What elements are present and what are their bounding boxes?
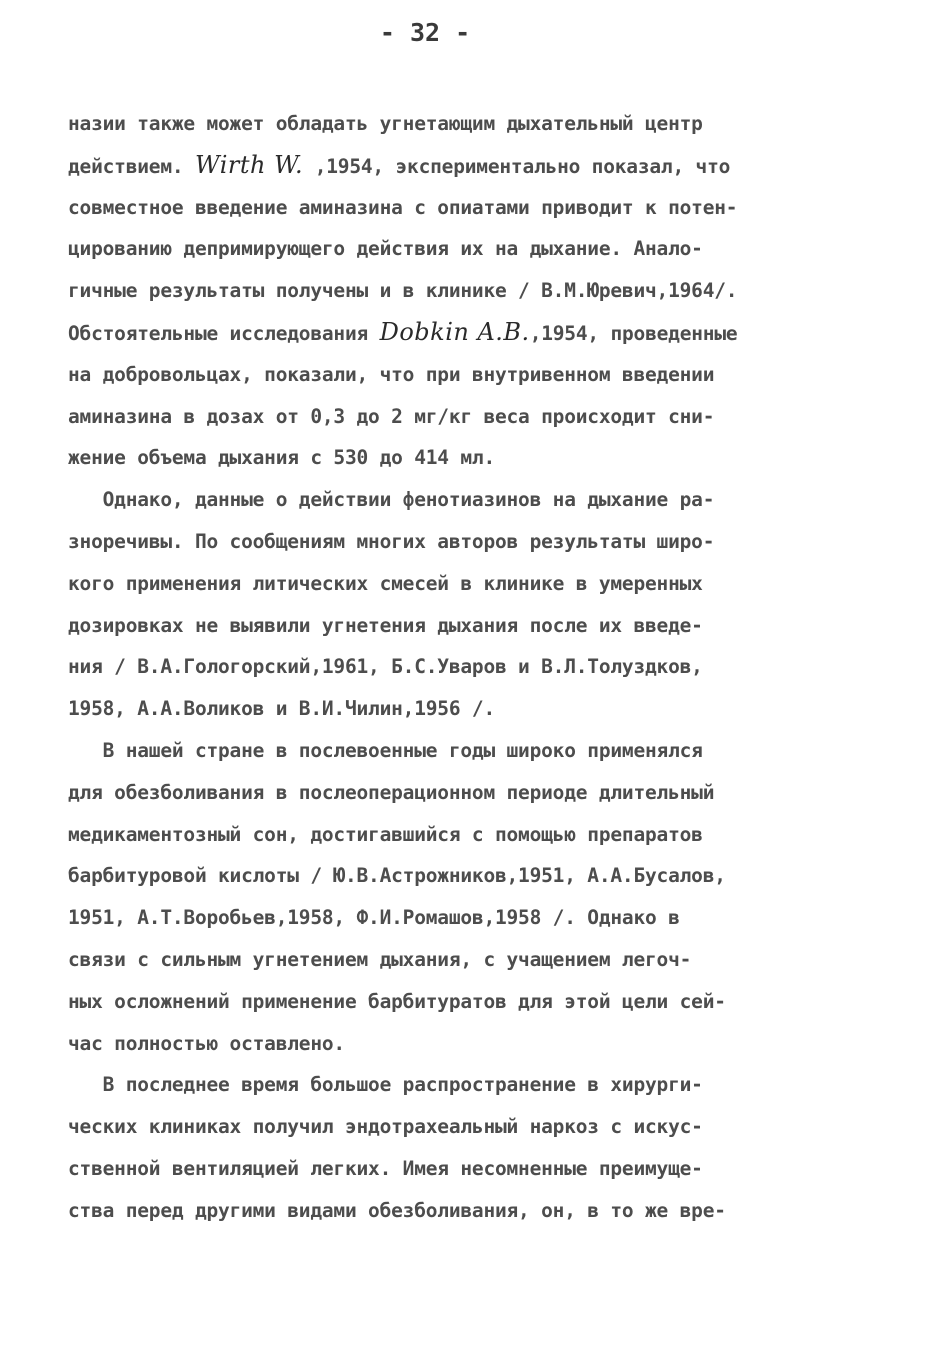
line-text: ния / В.А.Гологорский,1961, Б.С.Уваров и В.Л.Толуздков, — [68, 655, 703, 679]
page-number: - 32 - — [379, 18, 471, 47]
line-text: В последнее время большое распространение в хирурги- — [68, 1073, 703, 1097]
line-text-continued: ,1954, экспериментально показал, что — [303, 154, 731, 178]
line-text: ственной вентиляцией легких. Имея несомненные преимуще- — [68, 1156, 703, 1180]
line-text-continued: ,1954, проведенные — [529, 321, 738, 345]
line-text: кого применения литических смесей в клинике в умеренных — [68, 571, 703, 595]
text-line — [68, 646, 878, 688]
text-line — [68, 228, 878, 270]
line-text: час полностью оставлено. — [68, 1031, 345, 1055]
line-text: на добровольцах, показали, что при внутривенном введении — [68, 362, 715, 386]
line-text: В нашей стране в послевоенные годы широко применялся — [68, 738, 703, 762]
line-text: медикаментозный сон, достигавшийся с помощью препаратов — [68, 822, 703, 846]
handwritten-citation: Wirth W. — [194, 150, 304, 179]
text-line — [68, 312, 878, 354]
body-text — [68, 103, 878, 1232]
line-text: совместное введение аминазина с опиатами приводит к потен- — [68, 195, 738, 219]
text-line — [68, 814, 878, 856]
text-line — [68, 605, 878, 647]
text-line — [68, 688, 878, 730]
line-text: ства перед другими видами обезболивания, он, в то же вре- — [68, 1198, 726, 1222]
text-line — [68, 730, 878, 772]
line-text: ных осложнений применение барбитуратов для этой цели сей- — [68, 989, 726, 1013]
line-text: ческих клиниках получил эндотрахеальный наркоз с искус- — [68, 1115, 703, 1139]
text-line — [68, 354, 878, 396]
handwritten-citation: Dobkin A.B. — [379, 317, 530, 346]
text-line — [68, 145, 878, 187]
text-line — [68, 1190, 878, 1232]
text-line — [68, 981, 878, 1023]
line-text: 1958, А.А.Воликов и В.И.Чилин,1956 /. — [68, 697, 495, 721]
line-text: дозировках не выявили угнетения дыхания после их введе- — [68, 613, 703, 637]
text-line — [68, 479, 878, 521]
text-line — [68, 855, 878, 897]
text-line — [68, 772, 878, 814]
text-line — [68, 1023, 878, 1065]
line-text: Обстоятельные исследования — [68, 321, 380, 345]
line-text: цированию депримирующего действия их на дыхание. Анало- — [68, 237, 703, 261]
text-line — [68, 563, 878, 605]
line-text: связи с сильным угнетением дыхания, с учащением легоч- — [68, 947, 692, 971]
line-text: гичные результаты получены и в клинике / В.М.Юревич,1964/. — [68, 279, 738, 303]
line-text: зноречивы. По сообщениям многих авторов результаты широ- — [68, 529, 715, 553]
text-line — [68, 897, 878, 939]
line-text: для обезболивания в послеоперационном периоде длительный — [68, 780, 715, 804]
text-line — [68, 437, 878, 479]
line-text: Однако, данные о действии фенотиазинов на дыхание ра- — [68, 488, 715, 512]
text-line — [68, 1106, 878, 1148]
text-line — [68, 396, 878, 438]
line-text: аминазина в дозах от 0,3 до 2 мг/кг веса происходит сни- — [68, 404, 715, 428]
text-line — [68, 939, 878, 981]
line-text: действием. — [68, 154, 195, 178]
line-text: жение объема дыхания с 530 до 414 мл. — [68, 446, 495, 470]
line-text: 1951, А.Т.Воробьев,1958, Ф.И.Ромашов,1958 /. Однако в — [68, 906, 680, 930]
text-line — [68, 1064, 878, 1106]
line-text: назии также может обладать угнетающим дыхательный центр — [68, 112, 703, 135]
text-line — [68, 187, 878, 229]
text-line — [68, 103, 878, 145]
line-text: барбитуровой кислоты / Ю.В.Астрожников,1951, А.А.Бусалов, — [68, 864, 726, 888]
text-line — [68, 270, 878, 312]
text-line — [68, 1148, 878, 1190]
text-line — [68, 521, 878, 563]
